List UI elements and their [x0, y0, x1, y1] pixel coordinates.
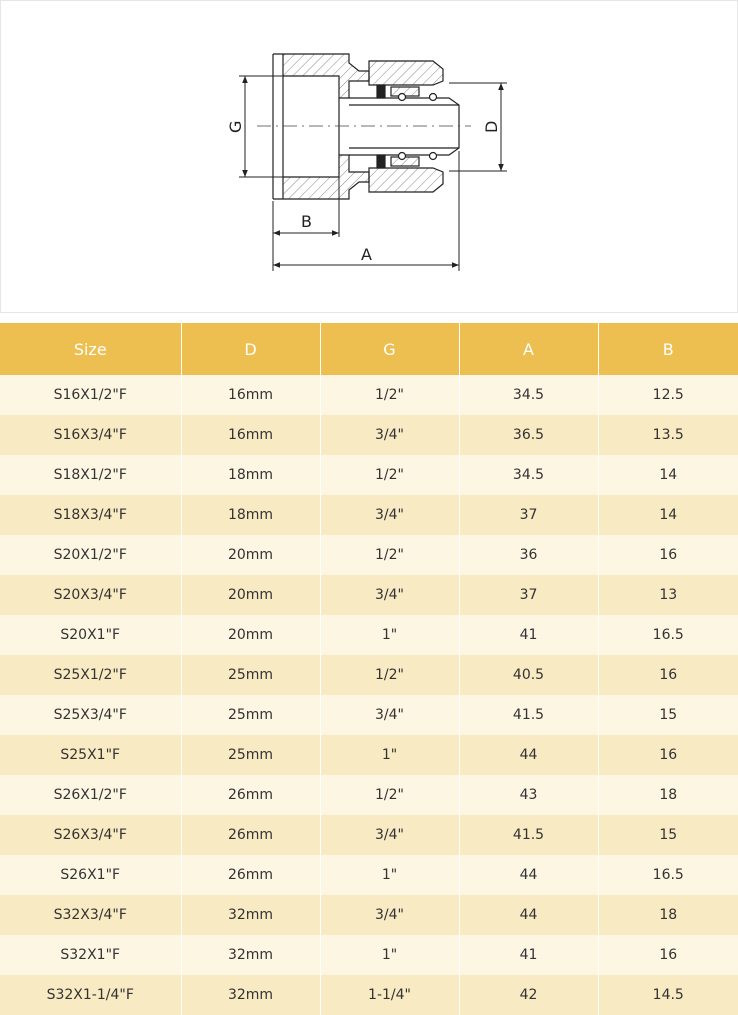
spec-table-body: [0, 375, 738, 1015]
cell-d: 25mm: [181, 695, 320, 735]
table-row: [0, 615, 738, 655]
header-b: B: [598, 323, 738, 375]
technical-drawing: [0, 0, 738, 313]
cell-d: 25mm: [181, 655, 320, 695]
cell-a: 34.5: [459, 375, 598, 415]
label-b: B: [301, 212, 312, 231]
cell-b: 16.5: [598, 615, 738, 655]
cell-d: 26mm: [181, 855, 320, 895]
table-row: [0, 535, 738, 575]
cell-g: 1-1/4": [320, 975, 459, 1015]
cell-g: 1/2": [320, 775, 459, 815]
cell-d: 16mm: [181, 375, 320, 415]
cell-a: 41: [459, 615, 598, 655]
fitting-body: [273, 54, 459, 199]
table-row: [0, 375, 738, 415]
table-row: [0, 895, 738, 935]
cell-g: 1": [320, 935, 459, 975]
table-row: [0, 855, 738, 895]
cell-b: 13.5: [598, 415, 738, 455]
cell-g: 3/4": [320, 415, 459, 455]
cell-g: 3/4": [320, 495, 459, 535]
cell-d: 16mm: [181, 415, 320, 455]
cell-a: 44: [459, 895, 598, 935]
table-row: [0, 975, 738, 1015]
cell-d: 18mm: [181, 455, 320, 495]
header-a: A: [459, 323, 598, 375]
cell-a: 36.5: [459, 415, 598, 455]
cell-g: 1": [320, 735, 459, 775]
cell-size: S16X1/2"F: [0, 375, 181, 415]
spec-table: [0, 323, 738, 1015]
cell-a: 41.5: [459, 695, 598, 735]
table-row: [0, 495, 738, 535]
cell-g: 1": [320, 855, 459, 895]
cell-d: 32mm: [181, 975, 320, 1015]
cell-a: 44: [459, 855, 598, 895]
cell-a: 43: [459, 775, 598, 815]
cell-g: 1/2": [320, 375, 459, 415]
cell-size: S20X1/2"F: [0, 535, 181, 575]
table-row: [0, 695, 738, 735]
cell-a: 42: [459, 975, 598, 1015]
cell-size: S26X1"F: [0, 855, 181, 895]
cell-g: 1/2": [320, 535, 459, 575]
cell-b: 18: [598, 895, 738, 935]
cell-g: 1/2": [320, 655, 459, 695]
table-row: [0, 815, 738, 855]
cell-size: S25X1"F: [0, 735, 181, 775]
table-row: [0, 455, 738, 495]
cell-b: 16: [598, 535, 738, 575]
fitting-cross-section: [1, 1, 737, 312]
table-row: [0, 415, 738, 455]
cell-a: 36: [459, 535, 598, 575]
cell-b: 16.5: [598, 855, 738, 895]
cell-d: 20mm: [181, 575, 320, 615]
cell-b: 18: [598, 775, 738, 815]
cell-d: 26mm: [181, 815, 320, 855]
cell-size: S32X3/4"F: [0, 895, 181, 935]
cell-b: 15: [598, 815, 738, 855]
cell-g: 1": [320, 615, 459, 655]
cell-a: 41.5: [459, 815, 598, 855]
cell-a: 41: [459, 935, 598, 975]
cell-g: 1/2": [320, 455, 459, 495]
header-g: G: [320, 323, 459, 375]
table-row: [0, 655, 738, 695]
cell-a: 37: [459, 575, 598, 615]
cell-a: 37: [459, 495, 598, 535]
cell-d: 26mm: [181, 775, 320, 815]
label-d: D: [482, 120, 501, 133]
cell-b: 14: [598, 495, 738, 535]
cell-b: 15: [598, 695, 738, 735]
cell-d: 20mm: [181, 535, 320, 575]
table-row: [0, 575, 738, 615]
cell-d: 32mm: [181, 895, 320, 935]
cell-size: S26X3/4"F: [0, 815, 181, 855]
label-a: A: [361, 245, 372, 264]
cell-g: 3/4": [320, 695, 459, 735]
table-row: [0, 935, 738, 975]
cell-size: S25X3/4"F: [0, 695, 181, 735]
header-size: Size: [0, 323, 181, 375]
cell-size: S20X3/4"F: [0, 575, 181, 615]
cell-d: 20mm: [181, 615, 320, 655]
cell-a: 44: [459, 735, 598, 775]
dimension-g: [239, 76, 283, 177]
cell-a: 34.5: [459, 455, 598, 495]
cell-size: S18X1/2"F: [0, 455, 181, 495]
cell-size: S16X3/4"F: [0, 415, 181, 455]
cell-g: 3/4": [320, 575, 459, 615]
table-row: [0, 775, 738, 815]
spec-table-header: [0, 323, 738, 375]
cell-b: 12.5: [598, 375, 738, 415]
cell-d: 32mm: [181, 935, 320, 975]
cell-size: S20X1"F: [0, 615, 181, 655]
table-row: [0, 735, 738, 775]
cell-b: 16: [598, 935, 738, 975]
cell-size: S25X1/2"F: [0, 655, 181, 695]
cell-size: S18X3/4"F: [0, 495, 181, 535]
cell-b: 16: [598, 655, 738, 695]
cell-size: S32X1-1/4"F: [0, 975, 181, 1015]
cell-size: S32X1"F: [0, 935, 181, 975]
cell-b: 16: [598, 735, 738, 775]
cell-b: 14: [598, 455, 738, 495]
cell-a: 40.5: [459, 655, 598, 695]
header-d: D: [181, 323, 320, 375]
cell-g: 3/4": [320, 895, 459, 935]
cell-b: 13: [598, 575, 738, 615]
cell-g: 3/4": [320, 815, 459, 855]
cell-b: 14.5: [598, 975, 738, 1015]
cell-d: 18mm: [181, 495, 320, 535]
cell-d: 25mm: [181, 735, 320, 775]
cell-size: S26X1/2"F: [0, 775, 181, 815]
label-g: G: [226, 120, 245, 133]
